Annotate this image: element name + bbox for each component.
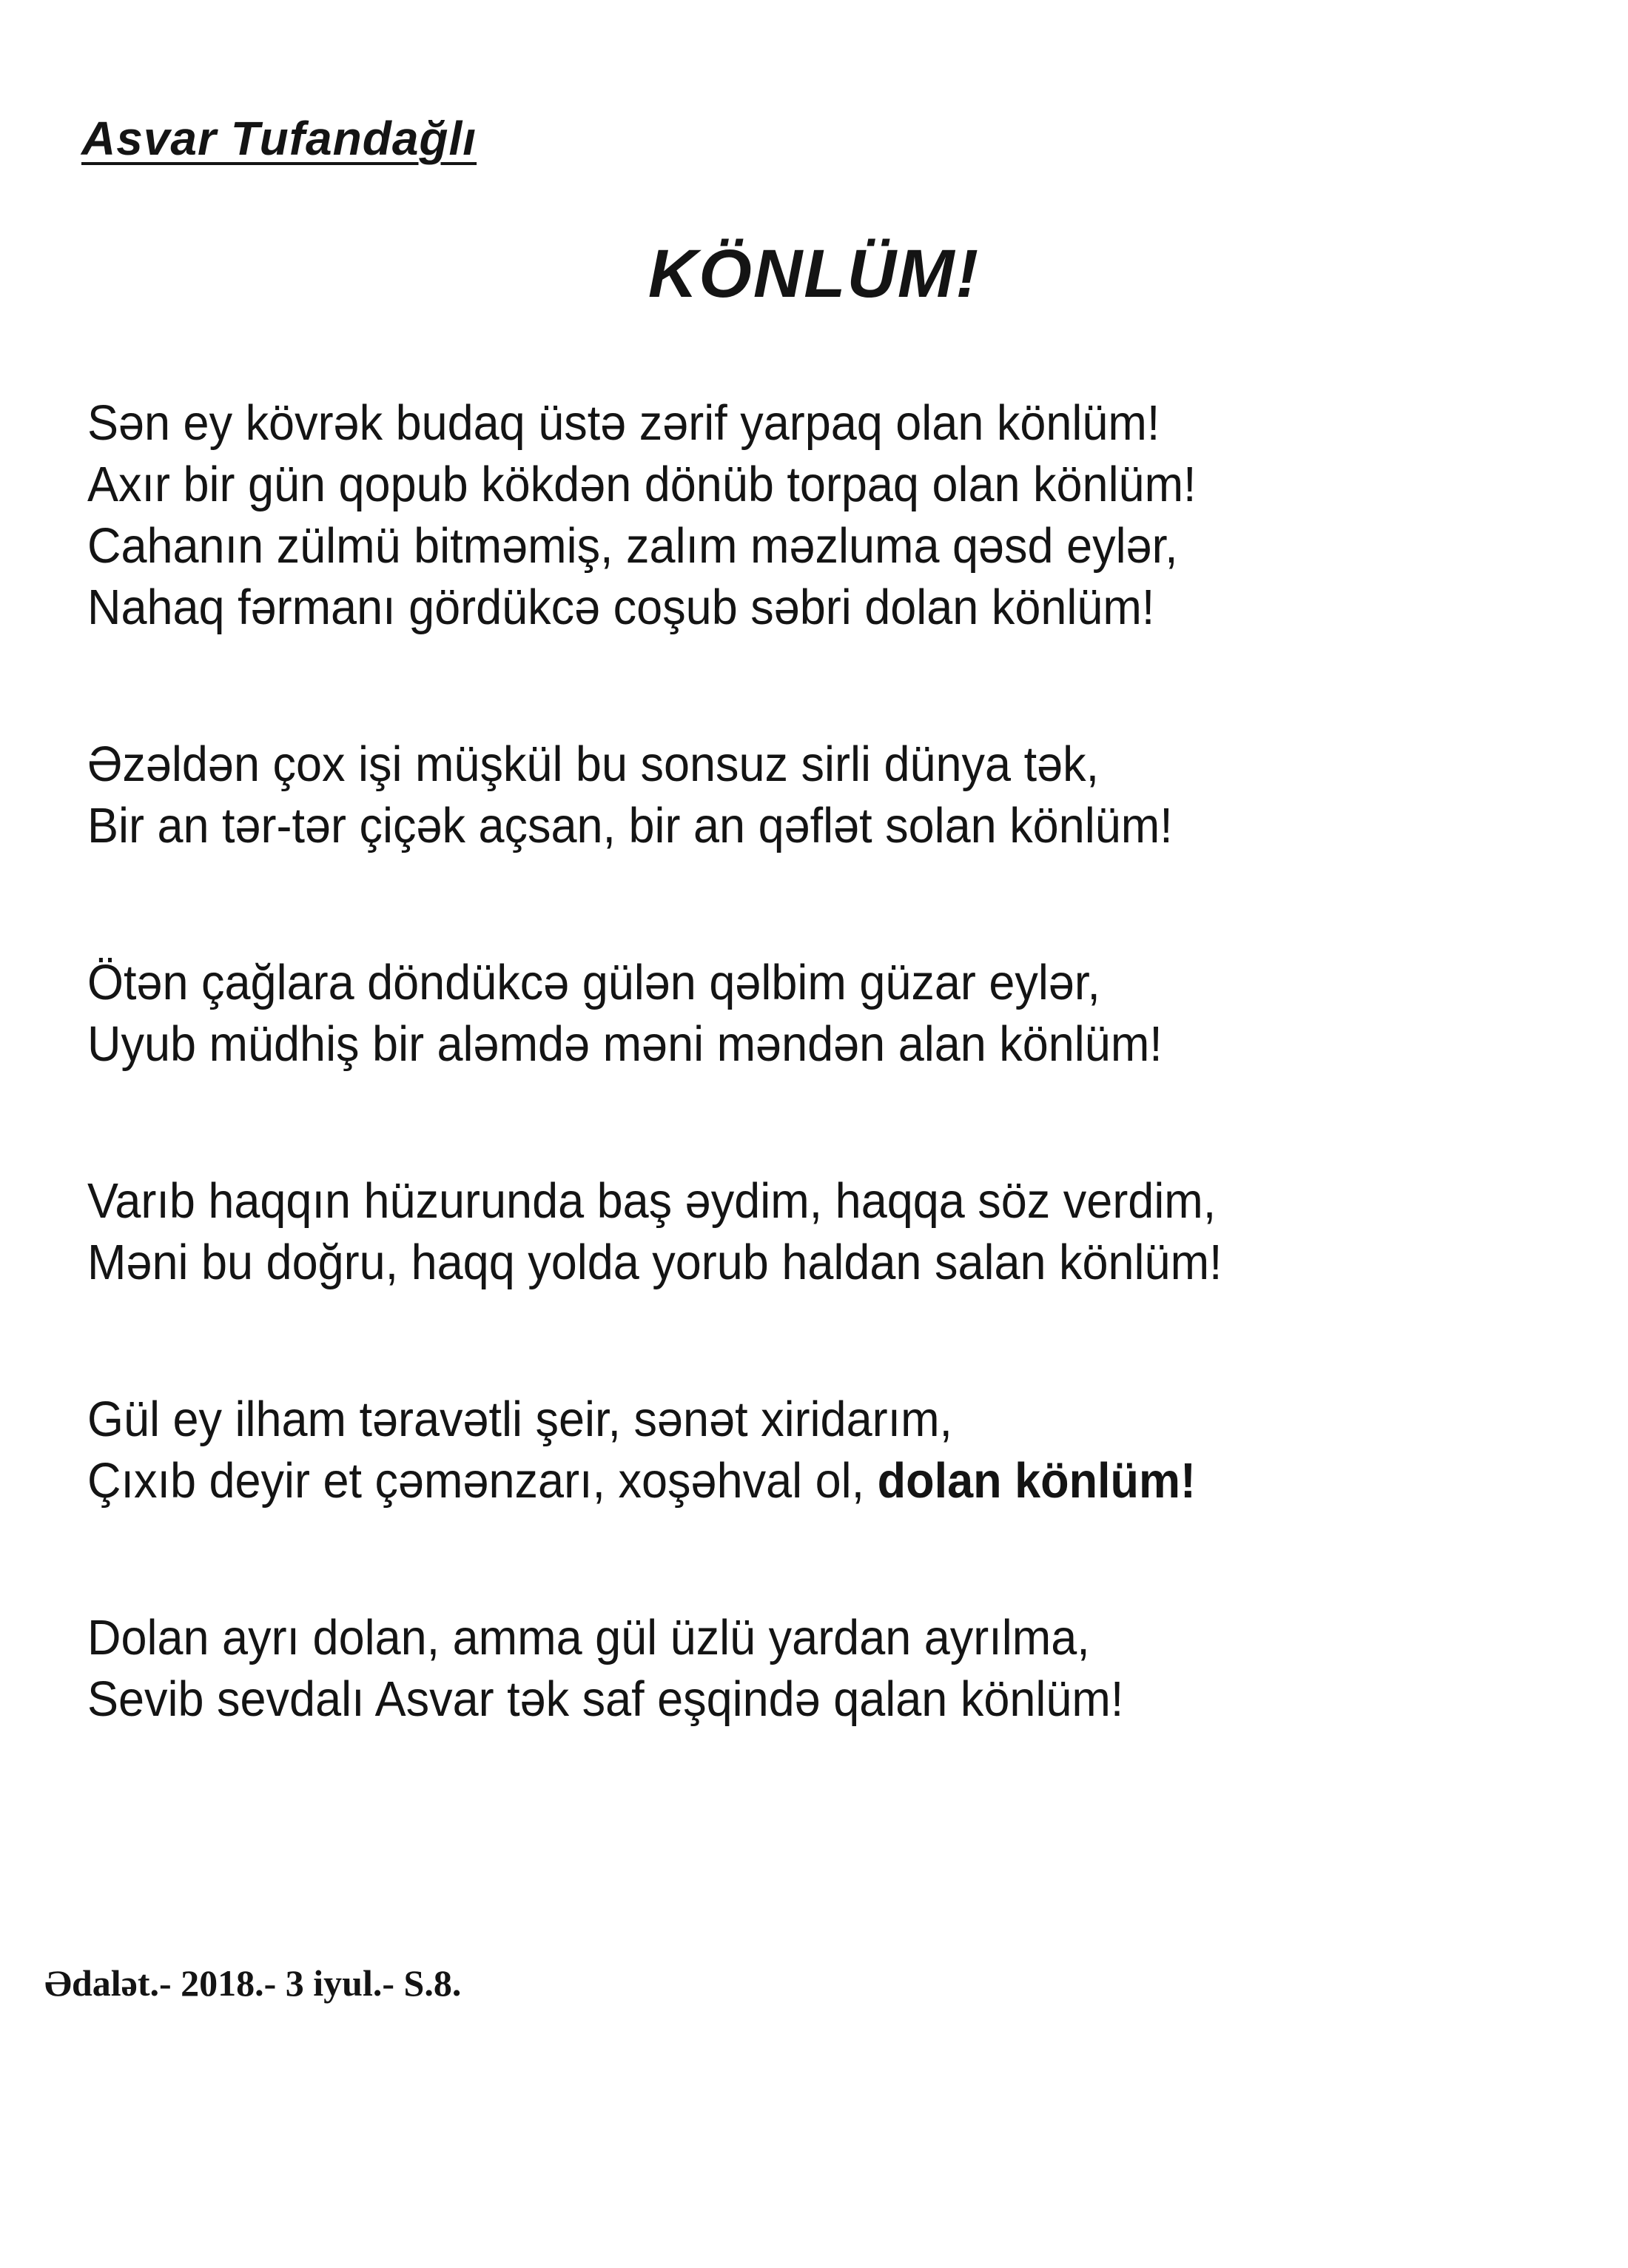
stanza-1 <box>87 392 1493 638</box>
poem-line: Əzəldən çox işi müşkül bu sonsuz sirli dünya tək, <box>87 737 1100 792</box>
poem-line: Axır bir gün qopub kökdən dönüb torpaq olan könlüm! <box>87 457 1197 512</box>
poem-line-bold-part: dolan könlüm! <box>877 1453 1196 1509</box>
stanza-2 <box>87 734 1493 856</box>
poem-title: KÖNLÜM! <box>648 236 980 312</box>
poem-line: Ötən çağlara döndükcə gülən qəlbim güzar eylər, <box>87 955 1100 1010</box>
poem-line: Uyub müdhiş bir aləmdə məni məndən alan könlüm! <box>87 1016 1163 1072</box>
poem-line: Dolan ayrı dolan, amma gül üzlü yardan ayrılma, <box>87 1610 1090 1665</box>
poem-line: Nahaq fərmanı gördükcə coşub səbri dolan könlüm! <box>87 580 1155 635</box>
poem-line: Məni bu doğru, haqq yolda yorub haldan salan könlüm! <box>87 1235 1222 1290</box>
poem-line <box>87 1450 1409 1512</box>
author-name: Asvar Tufandağlı <box>81 112 477 165</box>
stanza-5 <box>87 1389 1493 1512</box>
poem-line: Sən ey kövrək budaq üstə zərif yarpaq olan könlüm! <box>87 395 1160 451</box>
source-citation: Ədalət.- 2018.- 3 iyul.- S.8. <box>44 1962 462 2004</box>
poem-body <box>87 392 1493 1825</box>
poem-line: Varıb haqqın hüzurunda baş əydim, haqqa söz verdim, <box>87 1173 1217 1229</box>
poem-line: Bir an tər-tər çiçək açsan, bir an qəflət solan könlüm! <box>87 798 1173 853</box>
stanza-3 <box>87 952 1493 1075</box>
poem-line: Gül ey ilham təravətli şeir, sənət xiridarım, <box>87 1392 953 1447</box>
poem-line-part: Çıxıb deyir et çəmənzarı, xoşəhval ol, <box>87 1453 865 1509</box>
stanza-4 <box>87 1170 1493 1293</box>
stanza-6 <box>87 1607 1493 1730</box>
poem-line: Sevib sevdalı Asvar tək saf eşqində qalan könlüm! <box>87 1671 1124 1727</box>
poem-line: Cahanın zülmü bitməmiş, zalım məzluma qəsd eylər, <box>87 518 1178 574</box>
